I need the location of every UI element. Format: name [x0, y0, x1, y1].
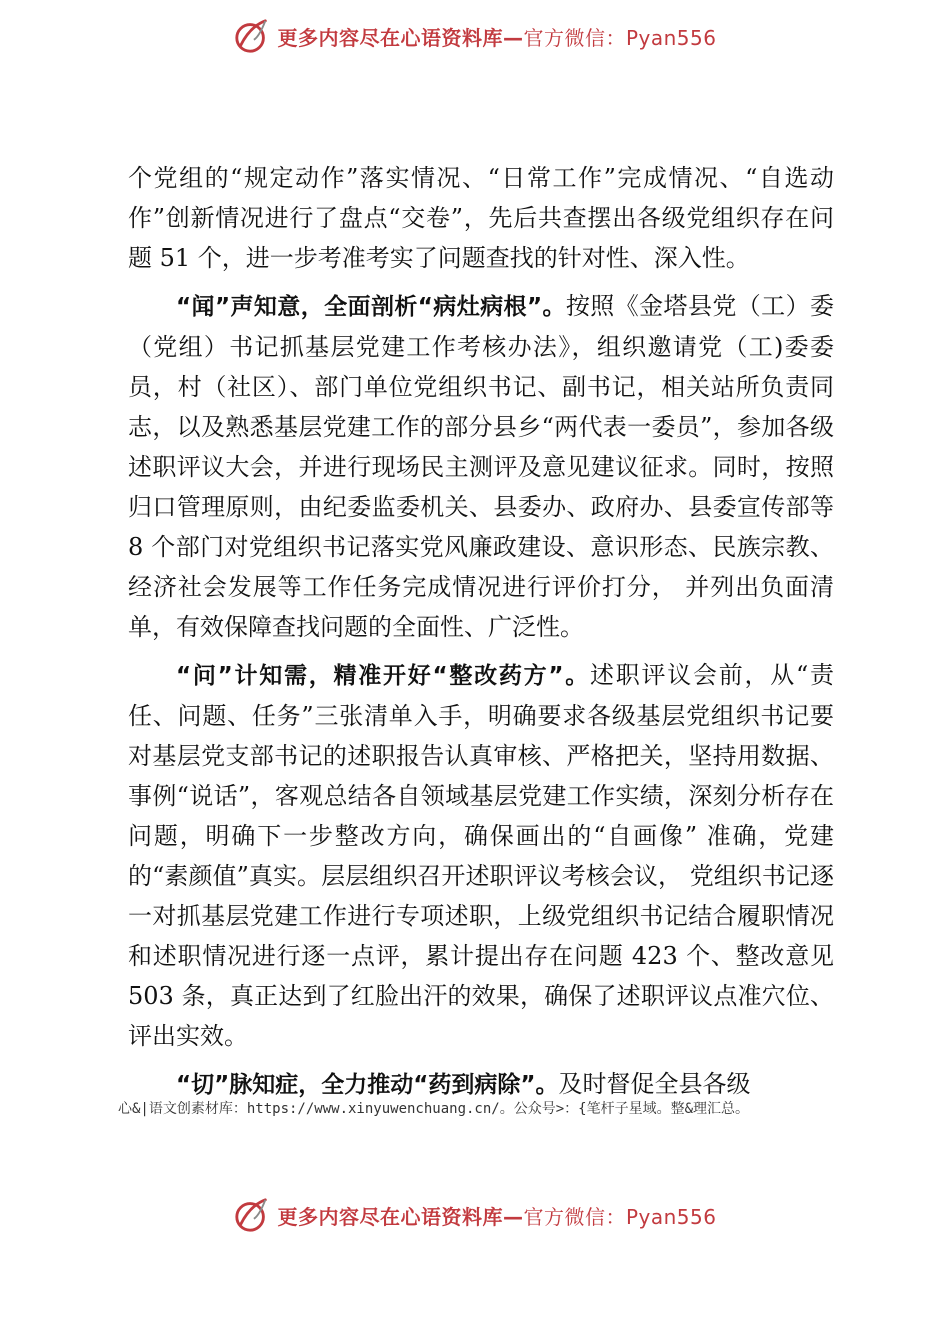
banner-text: 更多内容尽在心语资料库—官方微信：Pyan556	[277, 25, 717, 50]
logo-icon	[233, 1196, 271, 1234]
document-body	[128, 158, 834, 1105]
footer-banner	[0, 1193, 950, 1237]
paragraph-text: 述职评议会前，从“责任、问题、任务”三张清单入手，明确要求各级基层党组织书记要对基层党支部书记的述职报告认真审核、严格把关，坚持用数据、事例“说话”，客观总结各自领域基层党建工作实绩，深刻分析存在问题，明确下一步整改方向，确保画出的“自画像” 准确，党建的“素颜值”真实。层层组织召开述职评议考核会议， 党组织书记逐一对抓基层党建工作进行专项述职，上级党组织书记结合履职情况和述职情况进行逐一点评，累计提出存在问题 423 个、整改意见 503 条，真正达到了红脸出汗的效果，确保了述职评议点准穴位、评出实效。	[128, 661, 834, 1050]
paragraph-lead: “切”脉知症，全力推动“药到病除”。	[176, 1072, 559, 1098]
paragraph	[128, 286, 834, 647]
logo-icon	[233, 17, 271, 55]
paragraph-lead: “问”计知需，精准开好“整改药方”。	[176, 663, 590, 689]
paragraph-text: 按照《金塔县党（工）委（党组）书记抓基层党建工作考核办法》，组织邀请党（工)委委员，村（社区）、部门单位党组织书记、副书记，相关站所负责同志，以及熟悉基层党建工作的部分县乡“两代表一委员”，参加各级述职评议大会，并进行现场民主测评及意见建议征求。同时，按照归口管理原则，由纪委监委机关、县委办、政府办、县委宣传部等 8 个部门对党组织书记落实党风廉政建设、意识形态、民族宗教、经济社会发展等工作任务完成情况进行评价打分， 并列出负面清单，有效保障查找问题的全面性、广泛性。	[128, 292, 835, 641]
paragraph	[128, 655, 834, 1056]
header-banner	[0, 14, 950, 58]
paragraph-text: 个党组的“规定动作”落实情况、“日常工作”完成情况、“自选动作”创新情况进行了盘点“交卷”，先后共查摆出各级党组织存在问题 51 个，进一步考准考实了问题查找的针对性、深入性。	[128, 164, 834, 272]
paragraph	[128, 158, 834, 278]
footer-note: 心&|语文创素材库：https://www.xinyuwenchuang.cn/。公众号>：{笔杆子星域。整&理汇总。	[118, 1101, 750, 1117]
paragraph-text: 及时督促全县各级	[558, 1070, 751, 1098]
banner-text: 更多内容尽在心语资料库—官方微信：Pyan556	[277, 1204, 717, 1229]
paragraph-lead: “闻”声知意，全面剖析“病灶病根”。	[176, 294, 566, 320]
